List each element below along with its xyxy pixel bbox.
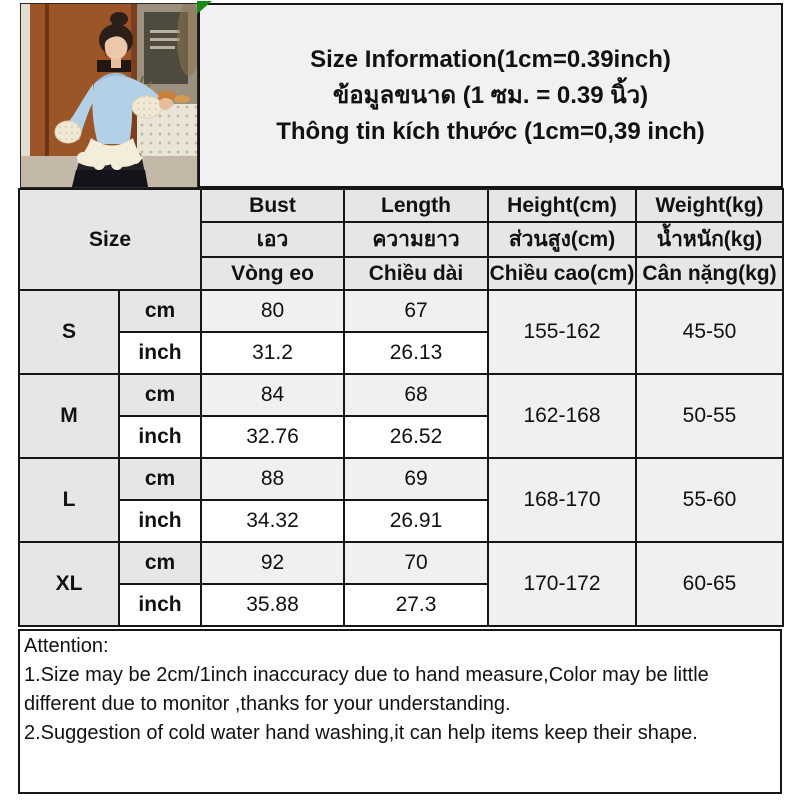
l-height-range: 168-170	[488, 458, 636, 542]
s-weight-range: 45-50	[636, 290, 783, 374]
product-photo-illustration	[21, 4, 197, 187]
l-weight-range: 55-60	[636, 458, 783, 542]
unit-cm: cm	[119, 374, 201, 416]
m-height-range: 162-168	[488, 374, 636, 458]
m-bust-inch: 32.76	[201, 416, 344, 458]
attention-note-1: 1.Size may be 2cm/1inch inaccuracy due to hand measure,Color may be little different due to monitor ,thanks for your understanding.	[24, 664, 709, 715]
cell-flag-triangle-icon	[197, 1, 212, 14]
table-row-l-cm	[19, 458, 783, 500]
s-length-inch: 26.13	[344, 332, 488, 374]
m-length-inch: 26.52	[344, 416, 488, 458]
size-label-xl: XL	[19, 542, 119, 626]
size-label-s: S	[19, 290, 119, 374]
attention-note-2: 2.Suggestion of cold water hand washing,it can help items keep their shape.	[24, 722, 698, 744]
header-weight-vi: Cân nặng(kg)	[636, 257, 783, 290]
l-bust-inch: 34.32	[201, 500, 344, 542]
s-bust-inch: 31.2	[201, 332, 344, 374]
xl-height-range: 170-172	[488, 542, 636, 626]
l-length-cm: 69	[344, 458, 488, 500]
size-corner-cell: Size	[19, 189, 201, 290]
header-weight-en: Weight(kg)	[636, 189, 783, 222]
header-length-en: Length	[344, 189, 488, 222]
m-bust-cm: 84	[201, 374, 344, 416]
unit-inch: inch	[119, 416, 201, 458]
header-row-english	[19, 189, 783, 222]
attention-box	[18, 629, 782, 794]
s-length-cm: 67	[344, 290, 488, 332]
unit-inch: inch	[119, 500, 201, 542]
header-bust-th: เอว	[201, 222, 344, 257]
header-length-th: ความยาว	[344, 222, 488, 257]
unit-cm: cm	[119, 458, 201, 500]
size-table	[18, 188, 784, 627]
s-bust-cm: 80	[201, 290, 344, 332]
title-vietnamese: Thông tin kích thước (1cm=0,39 inch)	[276, 117, 705, 145]
header-bust-vi: Vòng eo	[201, 257, 344, 290]
table-row-m-cm	[19, 374, 783, 416]
header-height-th: ส่วนสูง(cm)	[488, 222, 636, 257]
attention-heading: Attention:	[24, 635, 109, 657]
xl-length-inch: 27.3	[344, 584, 488, 626]
unit-inch: inch	[119, 584, 201, 626]
header-length-vi: Chiều dài	[344, 257, 488, 290]
l-bust-cm: 88	[201, 458, 344, 500]
header-height-en: Height(cm)	[488, 189, 636, 222]
title-english: Size Information(1cm=0.39inch)	[310, 45, 671, 73]
unit-inch: inch	[119, 332, 201, 374]
title-thai: ข้อมูลขนาด (1 ซม. = 0.39 นิ้ว)	[332, 81, 649, 109]
unit-cm: cm	[119, 542, 201, 584]
size-label-m: M	[19, 374, 119, 458]
m-weight-range: 50-55	[636, 374, 783, 458]
xl-weight-range: 60-65	[636, 542, 783, 626]
table-row-s-cm	[19, 290, 783, 332]
xl-bust-inch: 35.88	[201, 584, 344, 626]
xl-bust-cm: 92	[201, 542, 344, 584]
m-length-cm: 68	[344, 374, 488, 416]
size-label-l: L	[19, 458, 119, 542]
title-cell	[198, 3, 783, 188]
xl-length-cm: 70	[344, 542, 488, 584]
header-bust-en: Bust	[201, 189, 344, 222]
product-photo	[20, 3, 198, 188]
hair-bun	[110, 12, 128, 26]
header-weight-th: น้ำหนัก(kg)	[636, 222, 783, 257]
l-length-inch: 26.91	[344, 500, 488, 542]
table-row-xl-cm	[19, 542, 783, 584]
header-height-vi: Chiều cao(cm)	[488, 257, 636, 290]
s-height-range: 155-162	[488, 290, 636, 374]
unit-cm: cm	[119, 290, 201, 332]
